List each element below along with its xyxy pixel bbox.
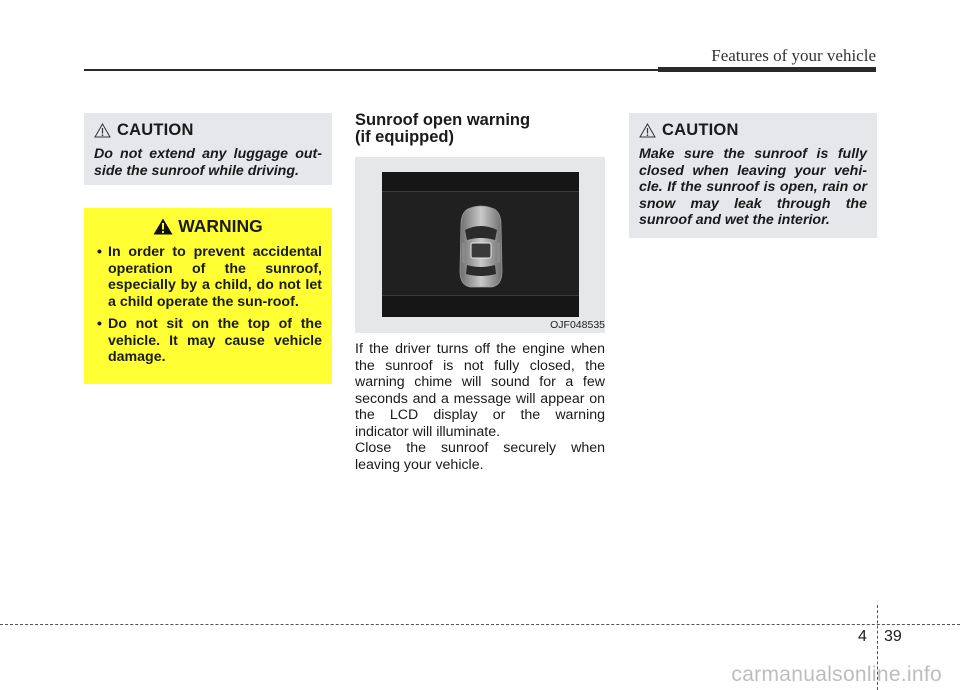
caution-box-luggage — [84, 113, 332, 185]
warning-box-sunroof — [84, 208, 332, 384]
warning-item-text: Do not sit on the top of the vehicle. It may cause vehicle damage. — [108, 316, 322, 365]
caution-text: Make sure the sunroof is fully closed when leaving your vehi-cle. If the sunroof is open, rain or snow may leak through the sunroof and wet the interior. — [639, 146, 867, 228]
section-title — [355, 112, 605, 146]
body-paragraph: Close the sunroof securely when leaving your vehicle. — [355, 440, 605, 473]
warning-triangle-outline-icon — [639, 123, 656, 138]
caution-heading: CAUTION — [117, 121, 194, 139]
section-title-line1: Sunroof open warning — [355, 111, 531, 129]
warning-triangle-outline-icon — [94, 123, 111, 138]
chapter-number: 4 — [858, 628, 867, 645]
warning-item — [94, 244, 322, 310]
footer-rule — [0, 624, 960, 625]
watermark: carmanualsonline.info — [731, 663, 942, 686]
page-number: 39 — [884, 628, 902, 645]
car-top-view-icon — [458, 205, 504, 289]
figure-caption: OJF048535 — [550, 319, 605, 331]
warning-item-text: In order to prevent accidental operation of the sunroof, especially by a child, do not let a child operate the sun-roof. — [108, 244, 322, 310]
header-rule — [84, 69, 658, 71]
caution-text: Do not extend any luggage out-side the sunroof while driving. — [94, 146, 322, 179]
body-paragraph: If the driver turns off the engine when the sunroof is not fully closed, the warning chime will sound for a few seconds and a message will appear on the LCD display or the warning indicator will illuminate. — [355, 341, 605, 440]
header-rule-accent — [658, 67, 876, 72]
lcd-display-figure — [382, 172, 579, 317]
header-title: Features of your vehicle — [711, 46, 876, 65]
bullet: • — [97, 316, 102, 332]
caution-heading: CAUTION — [662, 121, 739, 139]
warning-item — [94, 316, 322, 366]
caution-box-sunroof-closed — [629, 113, 877, 238]
warning-triangle-filled-icon — [153, 218, 173, 235]
section-title-line2: (if equipped) — [355, 128, 454, 146]
warning-heading: WARNING — [178, 216, 263, 236]
bullet: • — [97, 244, 102, 260]
warning-list — [94, 244, 322, 366]
